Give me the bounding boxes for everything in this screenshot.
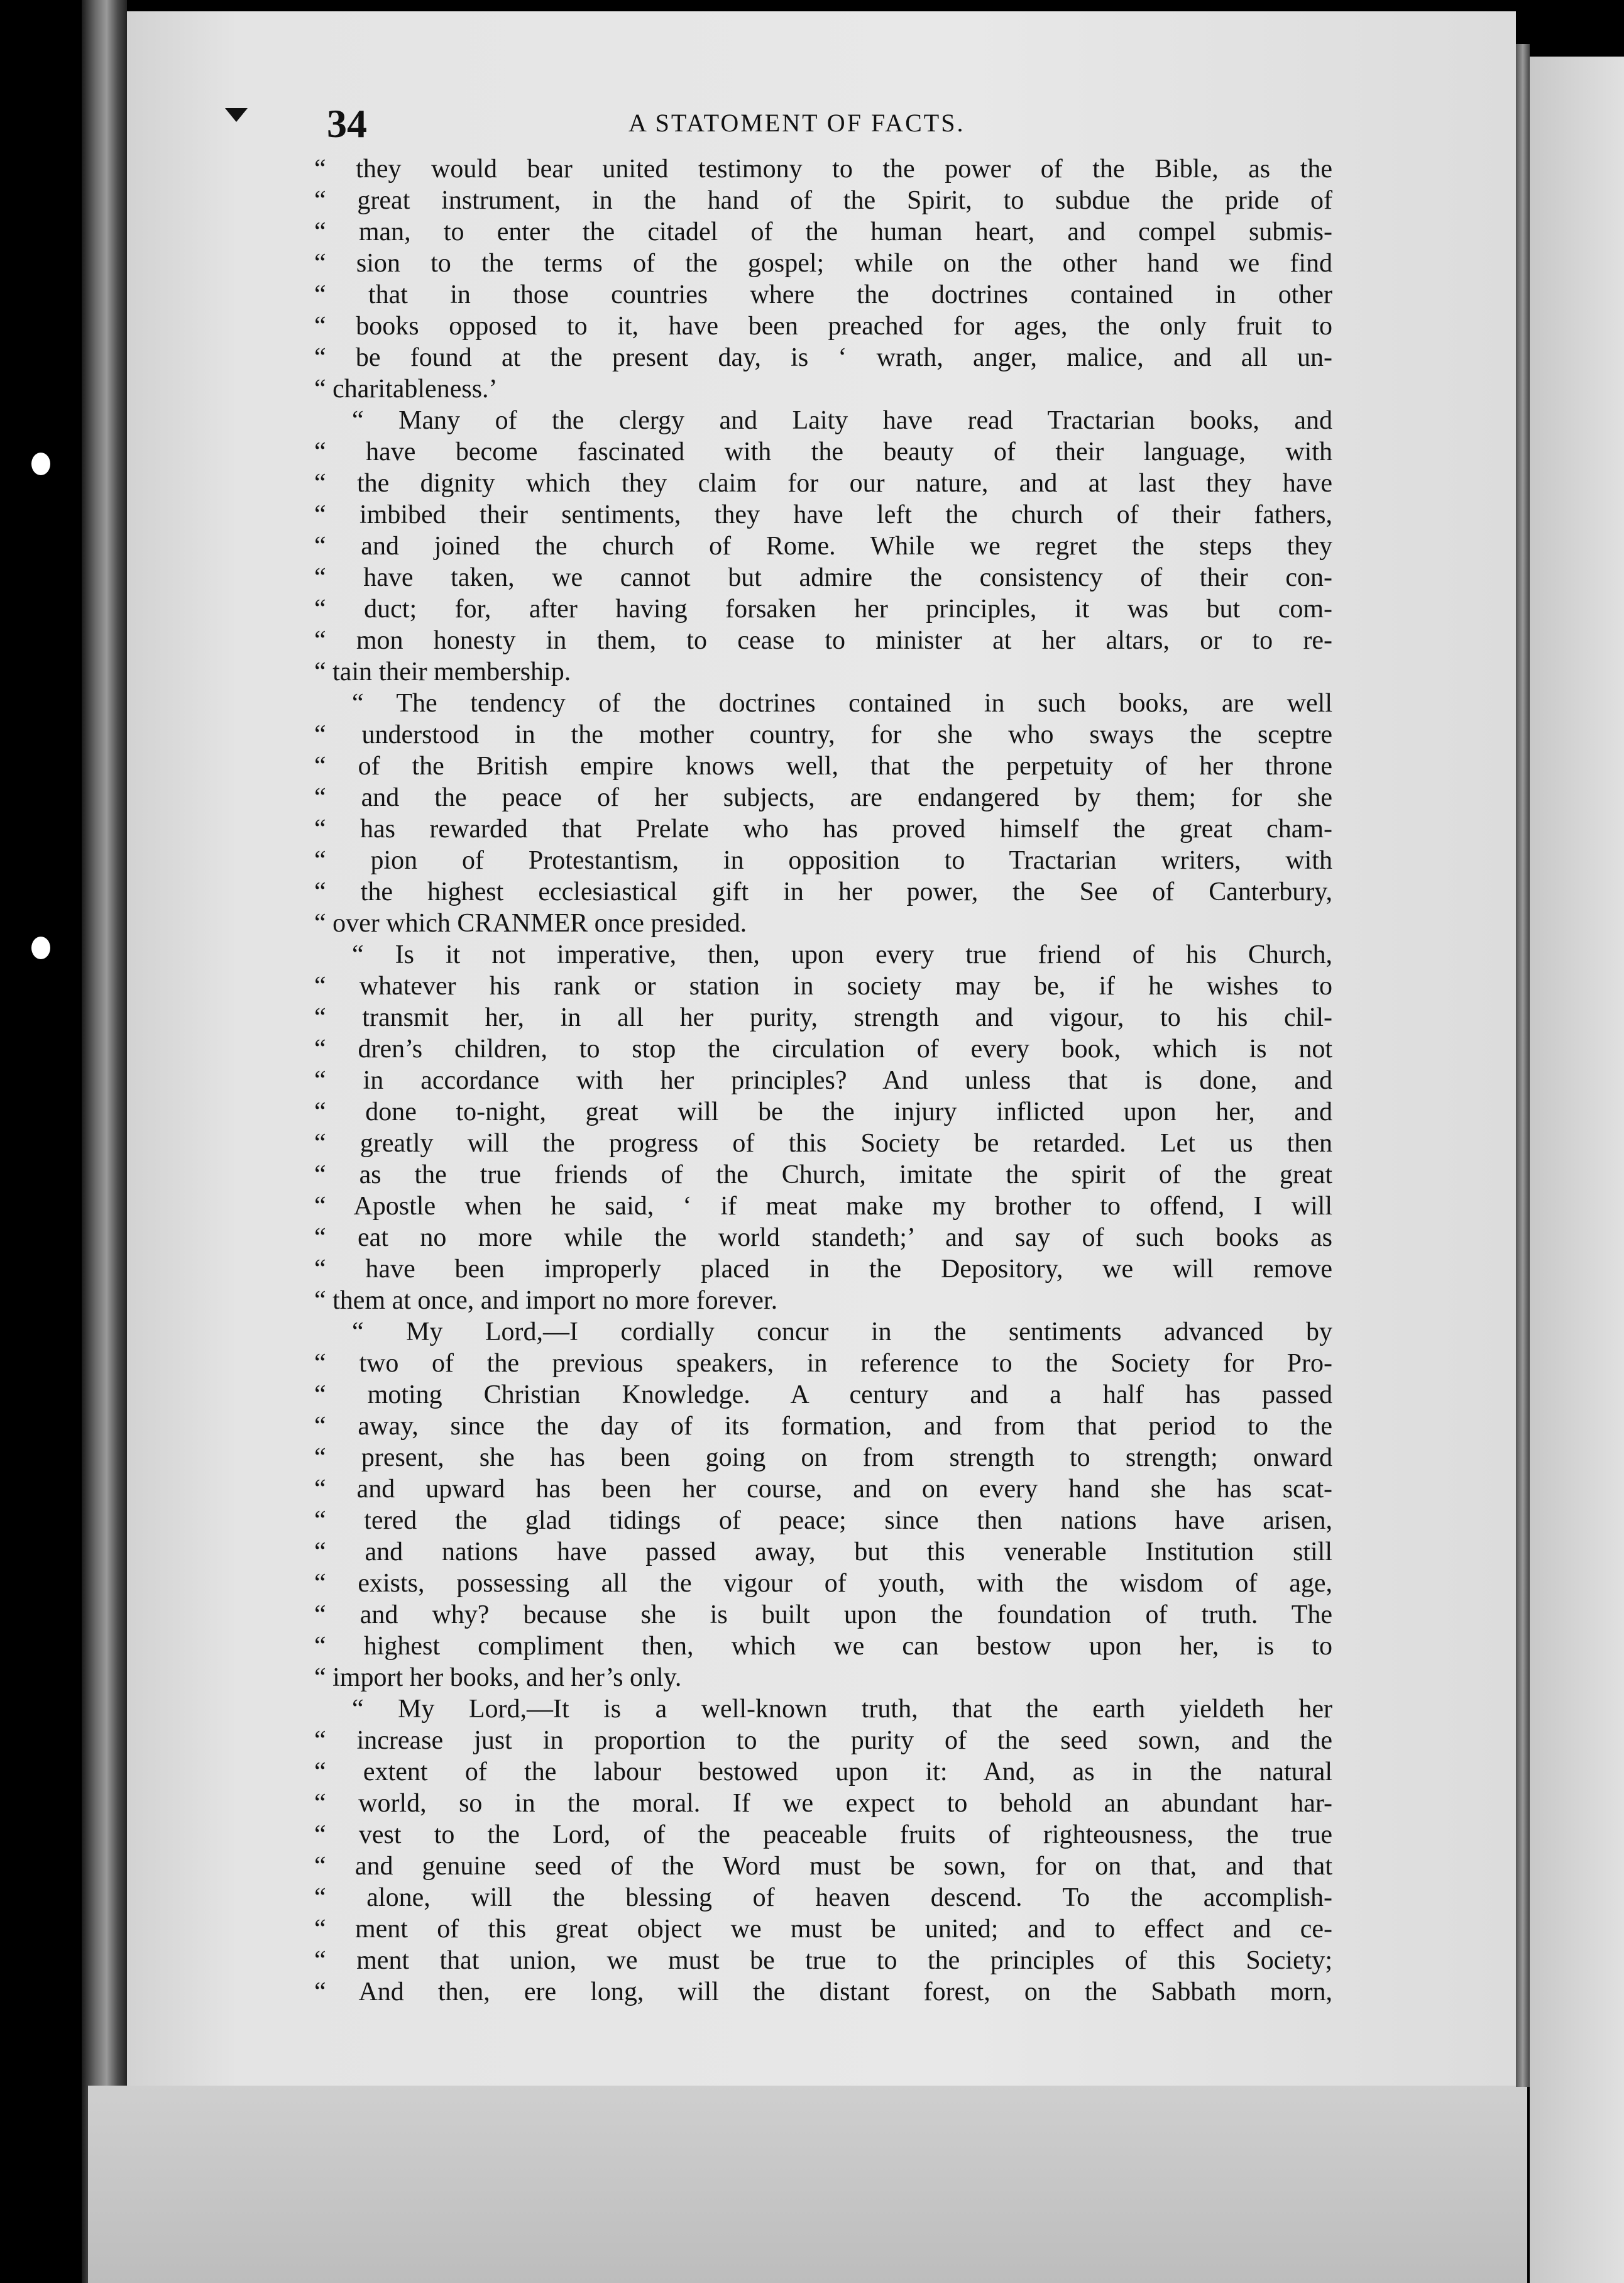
text-line: “ have become fascinated with the beauty of their language, with xyxy=(314,437,1332,466)
page-number: 34 xyxy=(327,101,367,146)
text-line: “ them at once, and import no more forever. xyxy=(314,1286,778,1315)
text-line: “ tain their membership. xyxy=(314,657,571,686)
page-bottom-margin xyxy=(88,2086,1527,2283)
text-line: “ present, she has been going on from strength to strength; onward xyxy=(314,1443,1332,1472)
text-line: “ and joined the church of Rome. While we regret the steps they xyxy=(314,532,1332,561)
facing-page-edge xyxy=(1530,57,1624,2283)
text-line: “ alone, will the blessing of heaven descend. To the accomplish- xyxy=(314,1883,1332,1912)
text-line: “ sion to the terms of the gospel; while on the other hand we find xyxy=(314,249,1332,278)
marker-icon xyxy=(225,108,248,122)
text-line: “ ment of this great object we must be united; and to effect and ce- xyxy=(314,1915,1332,1944)
text-line: “ extent of the labour bestowed upon it: And, as in the natural xyxy=(314,1758,1332,1786)
running-head: A STATOMENT OF FACTS. xyxy=(628,109,965,137)
text-line: “ The tendency of the doctrines contained in such books, are well xyxy=(352,689,1332,718)
text-line: “ and genuine seed of the Word must be sown, for on that, and that xyxy=(314,1852,1332,1881)
page-gutter xyxy=(1516,44,1530,2087)
text-line: “ charitableness.’ xyxy=(314,375,498,404)
text-line: “ dren’s children, to stop the circulation of every book, which is not xyxy=(314,1035,1332,1064)
text-line: “ and the peace of her subjects, are endangered by them; for she xyxy=(314,783,1332,812)
text-line: “ duct; for, after having forsaken her principles, it was but com- xyxy=(314,595,1332,624)
scan-artifact xyxy=(31,937,50,959)
text-line: “ and why? because she is built upon the foundation of truth. The xyxy=(314,1600,1332,1629)
text-line: “ transmit her, in all her purity, strength and vigour, to his chil- xyxy=(314,1003,1332,1032)
body-text xyxy=(314,153,1332,2008)
text-line: “ world, so in the moral. If we expect to behold an abundant har- xyxy=(314,1789,1332,1818)
text-line: “ that in those countries where the doctrines contained in other xyxy=(314,280,1332,309)
text-line: “ My Lord,—It is a well-known truth, that the earth yieldeth her xyxy=(352,1695,1332,1724)
text-line: “ vest to the Lord, of the peaceable fruits of righteousness, the true xyxy=(314,1820,1332,1849)
text-line: “ Apostle when he said, ‘ if meat make my brother to offend, I will xyxy=(314,1192,1332,1221)
text-line: “ import her books, and her’s only. xyxy=(314,1663,682,1692)
text-line: “ and nations have passed away, but this venerable Institution still xyxy=(314,1538,1332,1566)
text-line: “ have been improperly placed in the Depository, we will remove xyxy=(314,1255,1332,1284)
text-line: “ and upward has been her course, and on every hand she has scat- xyxy=(314,1475,1332,1504)
text-line: “ books opposed to it, have been preached for ages, the only fruit to xyxy=(314,312,1332,341)
text-line: “ away, since the day of its formation, and from that period to the xyxy=(314,1412,1332,1441)
text-line: “ whatever his rank or station in society may be, if he wishes to xyxy=(314,972,1332,1001)
book-spine xyxy=(82,0,127,2283)
text-line: “ man, to enter the citadel of the human heart, and compel submis- xyxy=(314,217,1332,246)
text-line: “ moting Christian Knowledge. A century and a half has passed xyxy=(314,1380,1332,1409)
text-line: “ be found at the present day, is ‘ wrath, anger, malice, and all un- xyxy=(314,343,1332,372)
text-line: “ understood in the mother country, for she who sways the sceptre xyxy=(314,720,1332,749)
text-line: “ over which CRANMER once presided. xyxy=(314,909,747,938)
text-line: “ greatly will the progress of this Society be retarded. Let us then xyxy=(314,1129,1332,1158)
text-line: “ the highest ecclesiastical gift in her power, the See of Canterbury, xyxy=(314,877,1332,906)
text-line: “ have taken, we cannot but admire the consistency of their con- xyxy=(314,563,1332,592)
text-line: “ eat no more while the world standeth;’ and say of such books as xyxy=(314,1223,1332,1252)
text-line: “ highest compliment then, which we can bestow upon her, is to xyxy=(314,1632,1332,1661)
text-line: “ the dignity which they claim for our nature, and at last they have xyxy=(314,469,1332,498)
scan-artifact xyxy=(31,453,50,475)
page-header xyxy=(327,101,1320,151)
text-line: “ imbibed their sentiments, they have left the church of their fathers, xyxy=(314,500,1332,529)
text-line: “ Many of the clergy and Laity have read Tractarian books, and xyxy=(352,406,1332,435)
text-line: “ Is it not imperative, then, upon every true friend of his Church, xyxy=(352,940,1332,969)
text-line: “ done to-night, great will be the injury inflicted upon her, and xyxy=(314,1097,1332,1126)
text-line: “ exists, possessing all the vigour of youth, with the wisdom of age, xyxy=(314,1569,1332,1598)
text-line: “ of the British empire knows well, that the perpetuity of her throne xyxy=(314,752,1332,781)
text-line: “ increase just in proportion to the purity of the seed sown, and the xyxy=(314,1726,1332,1755)
text-line: “ great instrument, in the hand of the Spirit, to subdue the pride of xyxy=(314,186,1332,215)
text-line: “ two of the previous speakers, in reference to the Society for Pro- xyxy=(314,1349,1332,1378)
text-line: “ they would bear united testimony to the power of the Bible, as the xyxy=(314,155,1332,184)
text-line: “ has rewarded that Prelate who has proved himself the great cham- xyxy=(314,815,1332,844)
text-line: “ in accordance with her principles? And unless that is done, and xyxy=(314,1066,1332,1095)
text-line: “ mon honesty in them, to cease to minister at her altars, or to re- xyxy=(314,626,1332,655)
text-line: “ And then, ere long, will the distant forest, on the Sabbath morn, xyxy=(314,1978,1332,2006)
text-line: “ ment that union, we must be true to the principles of this Society; xyxy=(314,1946,1332,1975)
text-line: “ My Lord,—I cordially concur in the sentiments advanced by xyxy=(352,1318,1332,1346)
text-line: “ tered the glad tidings of peace; since then nations have arisen, xyxy=(314,1506,1332,1535)
scan-border-left xyxy=(0,0,82,2283)
text-line: “ as the true friends of the Church, imitate the spirit of the great xyxy=(314,1160,1332,1189)
text-line: “ pion of Protestantism, in opposition to Tractarian writers, with xyxy=(314,846,1332,875)
